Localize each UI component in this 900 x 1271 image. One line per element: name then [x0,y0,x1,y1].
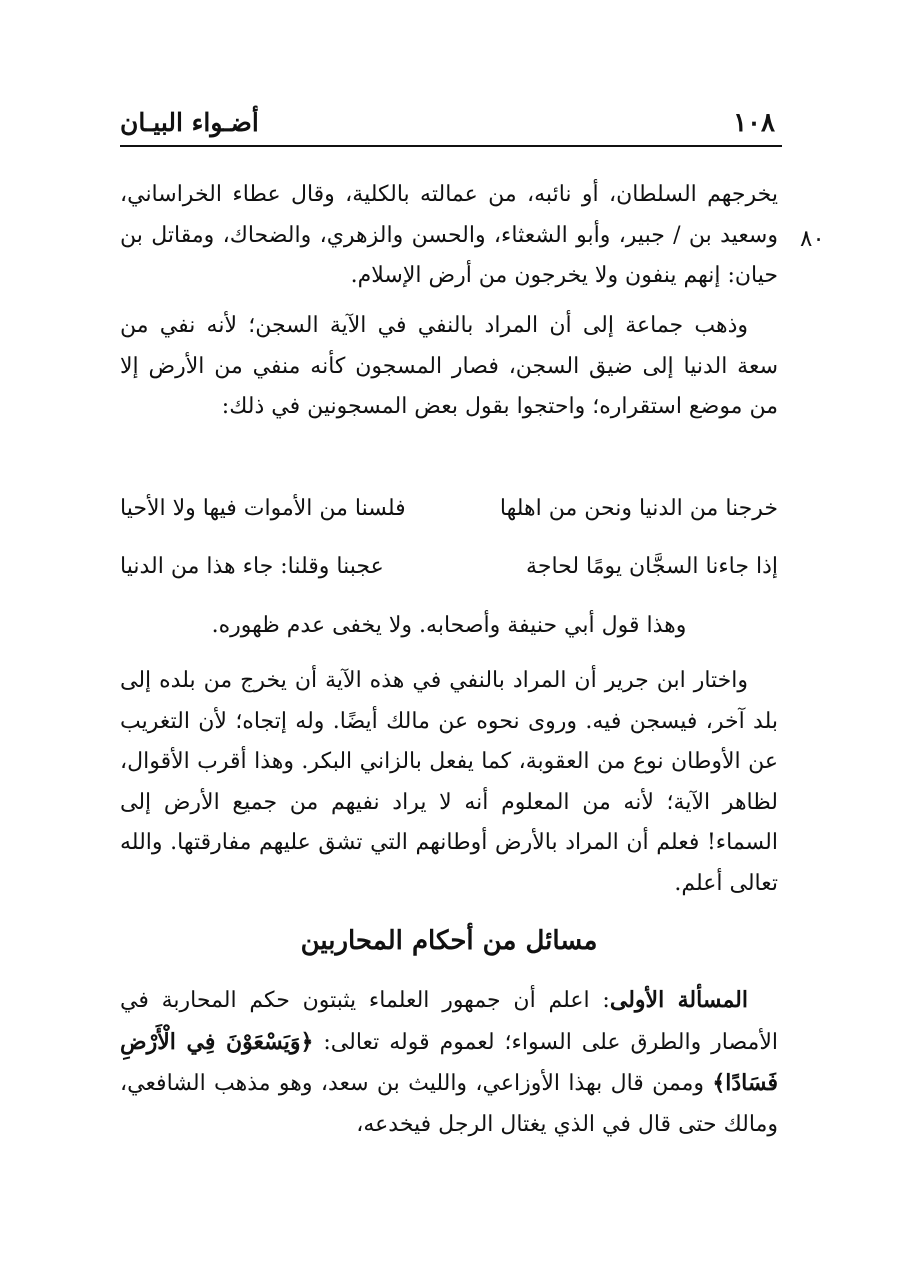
section-heading: مسائل من أحكام المحاربين [300,926,598,956]
poem-line-1-second-hemistich: فلسنا من الأموات فيها ولا الأحيا [120,496,406,521]
running-title: أضـواء البيـان [120,108,259,137]
issue-label: المسألة الأولى [609,987,748,1013]
paragraph-5 [120,980,778,1145]
page-header [120,104,775,146]
page-number: ١٠٨ [733,108,775,138]
poem-line-2 [120,547,778,587]
poem-line-2-first-hemistich: إذا جاءنا السجَّان يومًا لحاجة [526,554,778,579]
header-rule [120,145,782,147]
poem-line-2-second-hemistich: عجبنا وقلنا: جاء هذا من الدنيا [120,554,384,579]
quran-verse: ﴿وَيَسْعَوْنَ فِي الْأَرْضِ فَسَادًا﴾ [120,1028,778,1096]
paragraph-5-text-before-verse: : اعلم أن جمهور العلماء يثبتون حكم المحاربة في الأمصار والطرق على السواء؛ لعموم قوله تعالى: [120,988,779,1055]
poem-line-1-first-hemistich: خرجنا من الدنيا ونحن من اهلها [499,496,778,521]
paragraph-2: وذهب جماعة إلى أن المراد بالنفي في الآية السجن؛ لأنه نفي من سعة الدنيا إلى ضيق السجن، فصار المسجون كأنه منفي من الأرض إلا من موضع استقراره؛ واحتجوا بقول بعض المسجونين في ذلك: [120,313,778,419]
margin-page-reference: ٨٠ [800,226,825,252]
paragraph-1: يخرجهم السلطان، أو نائبه، من عمالته بالكلية، وقال عطاء الخراساني، وسعيد بن / جبير، وأبو الشعثاء، والحسن والزهري، والضحاك، ومقاتل بن حيان: إنهم ينفون ولا يخرجون من أرض الإسلام. [120,182,778,288]
poem-line-1 [120,489,778,529]
paragraph-4: واختار ابن جرير أن المراد بالنفي في هذه الآية أن يخرج من بلده إلى بلد آخر، فيسجن فيه. وروى نحوه عن مالك أيضًا. وله إتجاه؛ لأن التغريب عن الأوطان نوع من العقوبة، كما يفعل بالزاني البكر. وهذا أقرب الأقوال، لظاهر الآية؛ لأنه من المعلوم أنه لا يراد نفيهم من جميع الأرض إلى السماء! فعلم أن المراد بالأرض أوطانهم التي تشق عليهم مفارقتها. والله تعالى أعلم. [120,668,778,896]
paragraph-3: وهذا قول أبي حنيفة وأصحابه. ولا يخفى عدم ظهوره. [211,613,687,638]
paragraph-5-text-after-verse: وممن قال بهذا الأوزاعي، والليث بن سعد، وهو مذهب الشافعي، ومالك حتى قال في الذي يغتال الرجل فيخدعه، [120,1071,778,1137]
